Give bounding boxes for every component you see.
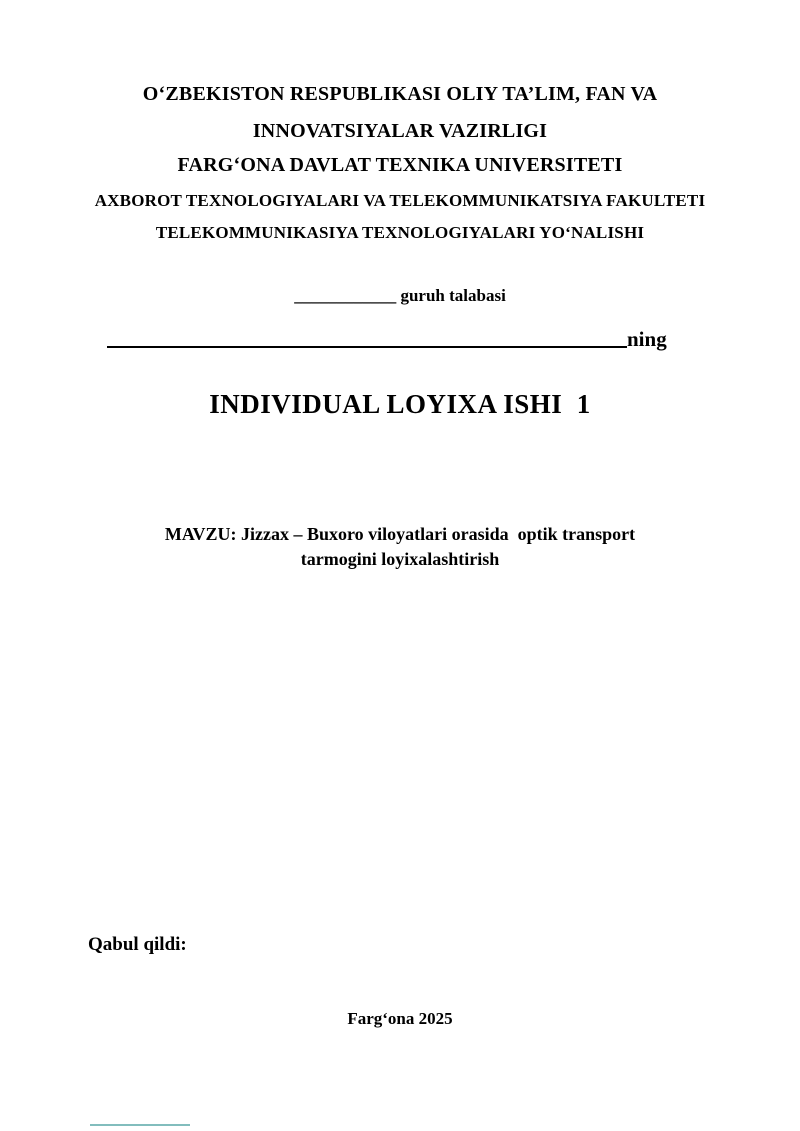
document-title: INDIVIDUAL LOYIXA ISHI 1 [209, 389, 591, 419]
group-student-line: ____________ guruh talabasi [294, 286, 506, 305]
bottom-teal-mark [90, 1124, 190, 1126]
footer-city-year: Farg‘ona 2025 [347, 1009, 453, 1028]
university-name: FARG‘ONA DAVLAT TEXNIKA UNIVERSITETI [177, 154, 623, 176]
topic-line-1: MAVZU: Jizzax – Buxoro viloyatlari orasida optik transport [164, 524, 636, 544]
accepted-by-label: Qabul qildi: [88, 934, 187, 955]
student-name-blank-line [107, 346, 627, 348]
topic-line-2: tarmogini loyixalashtirish [300, 549, 500, 569]
ministry-line-1: O‘ZBEKISTON RESPUBLIKASI OLIY TA’LIM, FAN VA [142, 83, 658, 105]
ministry-line-2: INNOVATSIYALAR VAZIRLIGI [252, 120, 548, 142]
faculty-name: AXBOROT TEXNOLOGIYALARI VA TELEKOMMUNIKATSIYA FAKULTETI [94, 191, 706, 210]
student-name-suffix: ning [627, 327, 667, 351]
direction-name: TELEKOMMUNIKASIYA TEXNOLOGIYALARI YO‘NALISHI [155, 223, 645, 242]
student-name-row [107, 326, 667, 352]
